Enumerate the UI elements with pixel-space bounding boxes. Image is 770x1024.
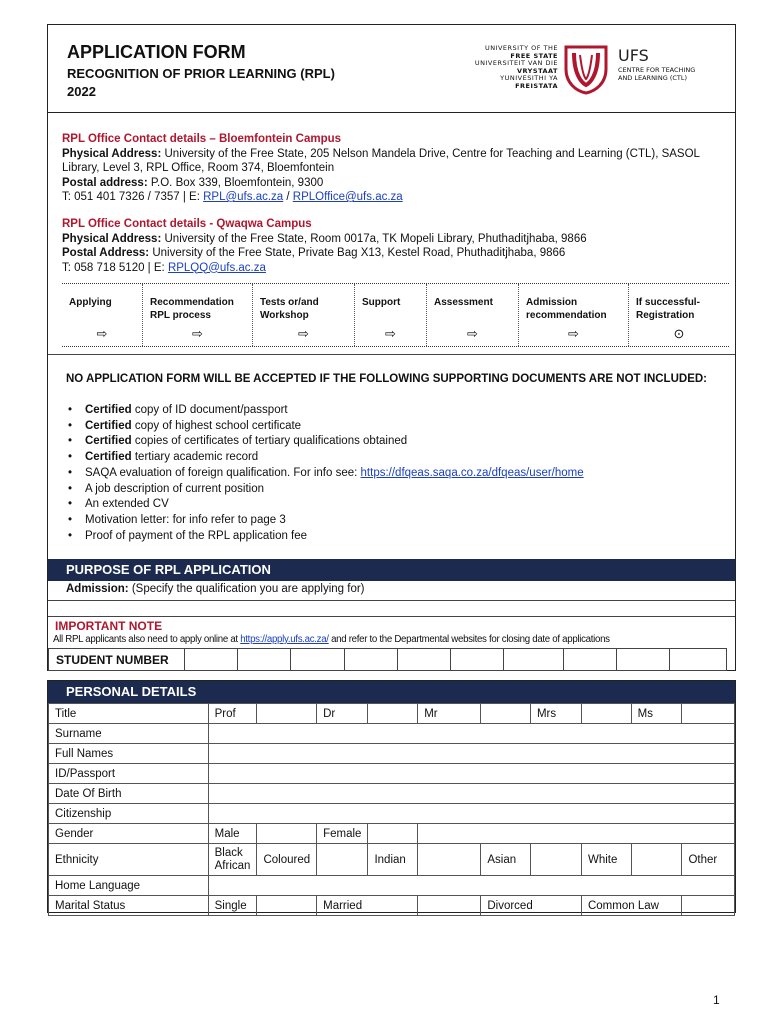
list-item: • Motivation letter: for info refer to page 3 <box>66 513 716 529</box>
ufs-wordmark: UFS <box>618 46 649 65</box>
list-item: • Certified tertiary academic record <box>66 450 716 466</box>
title-option-mrs: Mrs <box>530 704 581 724</box>
form-subtitle: RECOGNITION OF PRIOR LEARNING (RPL) <box>67 66 335 81</box>
application-form-frame <box>47 24 736 671</box>
arrow-right-icon: ⇨ <box>467 326 478 341</box>
table-row <box>49 824 735 844</box>
marital-checkbox-married[interactable] <box>418 896 481 916</box>
id-passport-field[interactable] <box>208 764 734 784</box>
bloemfontein-heading: RPL Office Contact details – Bloemfontein Campus <box>62 133 342 145</box>
qwaqwa-postal-address: Postal Address: University of the Free State, Private Bag X13, Kestel Road, Phuthaditjhaba, 9866 <box>62 247 566 259</box>
student-number-label: STUDENT NUMBER <box>49 649 185 671</box>
table-row <box>49 724 735 744</box>
purpose-section-header: PURPOSE OF RPL APPLICATION <box>48 559 735 581</box>
table-row <box>49 896 735 916</box>
full-names-label: Full Names <box>49 744 209 764</box>
email-link-rpl[interactable]: RPL@ufs.ac.za <box>203 191 284 203</box>
personal-details-header: PERSONAL DETAILS <box>48 681 735 703</box>
personal-details-table <box>48 703 735 916</box>
ethnicity-option-black-african: Black African <box>208 844 257 876</box>
title-option-mr: Mr <box>418 704 481 724</box>
student-number-digit[interactable] <box>398 649 451 671</box>
step-recommendation: Recommendation RPL process ⇨ <box>142 284 252 346</box>
gender-option-male: Male <box>208 824 257 844</box>
marital-option-divorced: Divorced <box>481 896 582 916</box>
qwaqwa-phone-email: T: 058 718 5120 | E: RPLQQ@ufs.ac.za <box>62 261 266 274</box>
arrow-right-icon: ⇨ <box>385 326 396 341</box>
divider <box>48 354 735 355</box>
table-row <box>49 804 735 824</box>
target-icon: ⊙ <box>673 326 685 341</box>
title-label: Title <box>49 704 209 724</box>
step-admission-recommendation: Admission recommendation ⇨ <box>518 284 628 346</box>
list-item: • A job description of current position <box>66 482 716 498</box>
ethnicity-option-white: White <box>581 844 631 876</box>
citizenship-field[interactable] <box>208 804 734 824</box>
step-applying: Applying ⇨ <box>69 297 112 341</box>
form-header <box>48 25 735 113</box>
student-number-digit[interactable] <box>504 649 564 671</box>
bloemfontein-contact <box>62 132 702 205</box>
ethnicity-checkbox-asian[interactable] <box>530 844 581 876</box>
list-item: • Certified copy of ID document/passport <box>66 403 716 419</box>
important-note-text: All RPL applicants also need to apply online at https://apply.ufs.ac.za/ and refer to the Departmental websites for closing date of applications <box>53 634 610 645</box>
id-passport-label: ID/Passport <box>49 764 209 784</box>
table-row <box>49 876 735 896</box>
list-item: • An extended CV <box>66 497 716 513</box>
divider <box>48 600 735 601</box>
marital-checkbox-common-law[interactable] <box>682 896 735 916</box>
table-row <box>49 744 735 764</box>
title-checkbox-dr[interactable] <box>368 704 418 724</box>
list-item: • SAQA evaluation of foreign qualification. For info see: https://dfqeas.saqa.co.za/dfqeas/user/home <box>66 466 716 482</box>
marital-checkbox-single[interactable] <box>257 896 317 916</box>
ethnicity-option-coloured: Coloured <box>257 844 317 876</box>
student-number-table <box>48 648 727 671</box>
gender-label: Gender <box>49 824 209 844</box>
citizenship-label: Citizenship <box>49 804 209 824</box>
bloemfontein-physical-address: Physical Address: University of the Free State, 205 Nelson Mandela Drive, Centre for Teaching and Learning (CTL), SASOL Library, Level 3, RPL Office, Room 374, Bloemfontein <box>62 147 700 174</box>
email-link-rploffice[interactable]: RPLOffice@ufs.ac.za <box>292 191 403 203</box>
ctl-name: CENTRE FOR TEACHING AND LEARNING (CTL) <box>618 66 696 82</box>
qwaqwa-heading: RPL Office Contact details - Qwaqwa Campus <box>62 218 312 230</box>
marital-option-single: Single <box>208 896 257 916</box>
email-link-rplqq[interactable]: RPLQQ@ufs.ac.za <box>167 261 266 274</box>
ethnicity-checkbox-coloured[interactable] <box>317 844 368 876</box>
university-name: UNIVERSITY OF THE FREE STATE UNIVERSITEIT VAN DIE VRYSTAAT YUNIVESITHI YA FREISTATA <box>474 44 558 90</box>
arrow-right-icon: ⇨ <box>298 326 309 341</box>
qwaqwa-contact <box>62 217 702 275</box>
step-registration: If successful- Registration ⊙ <box>628 284 729 346</box>
admission-field-label: Admission: (Specify the qualification you are applying for) <box>66 583 365 595</box>
bloemfontein-phone-email: T: 051 401 7326 / 7357 | E: RPL@ufs.ac.za / RPLOffice@ufs.ac.za <box>62 191 403 203</box>
ethnicity-option-indian: Indian <box>368 844 418 876</box>
full-names-field[interactable] <box>208 744 734 764</box>
ufs-logo-icon <box>560 41 612 95</box>
marital-option-married: Married <box>317 896 418 916</box>
ethnicity-option-asian: Asian <box>481 844 531 876</box>
list-item: • Proof of payment of the RPL application fee <box>66 529 716 545</box>
personal-details-section <box>47 680 736 913</box>
marital-status-label: Marital Status <box>49 896 209 916</box>
title-option-prof: Prof <box>208 704 257 724</box>
supporting-documents-list <box>66 403 716 544</box>
apply-online-link[interactable]: https://apply.ufs.ac.za/ <box>240 634 329 645</box>
title-checkbox-prof[interactable] <box>257 704 317 724</box>
title-checkbox-ms[interactable] <box>682 704 735 724</box>
page-number: 1 <box>713 993 720 1007</box>
marital-option-common-law: Common Law <box>581 896 681 916</box>
date-of-birth-field[interactable] <box>208 784 734 804</box>
arrow-right-icon: ⇨ <box>192 326 203 341</box>
qwaqwa-physical-address: Physical Address: University of the Free State, Room 0017a, TK Mopeli Library, Phuthaditjhaba, 9866 <box>62 232 587 245</box>
step-assessment: Assessment ⇨ <box>426 284 518 346</box>
title-option-dr: Dr <box>317 704 368 724</box>
home-language-label: Home Language <box>49 876 209 896</box>
list-item: • Certified copies of certificates of tertiary qualifications obtained <box>66 434 716 450</box>
step-tests-workshop: Tests or/and Workshop ⇨ <box>252 284 354 346</box>
list-item: • Certified copy of highest school certificate <box>66 419 716 435</box>
gender-blank <box>418 824 735 844</box>
form-year: 2022 <box>67 84 96 99</box>
ethnicity-checkbox-white[interactable] <box>631 844 682 876</box>
bloemfontein-postal-address: Postal address: P.O. Box 339, Bloemfontein, 9300 <box>62 176 324 189</box>
gender-checkbox-male[interactable] <box>257 824 317 844</box>
title-checkbox-mr[interactable] <box>481 704 531 724</box>
title-option-ms: Ms <box>631 704 682 724</box>
surname-label: Surname <box>49 724 209 744</box>
gender-checkbox-female[interactable] <box>368 824 418 844</box>
title-checkbox-mrs[interactable] <box>581 704 631 724</box>
student-number-digit[interactable] <box>451 649 504 671</box>
table-row <box>49 784 735 804</box>
divider <box>48 616 735 617</box>
table-row <box>49 764 735 784</box>
table-row <box>49 844 735 876</box>
student-number-digit[interactable] <box>345 649 398 671</box>
student-number-digit[interactable] <box>238 649 291 671</box>
saqa-link[interactable]: https://dfqeas.saqa.co.za/dfqeas/user/home <box>360 466 584 479</box>
date-of-birth-label: Date Of Birth <box>49 784 209 804</box>
student-number-digit[interactable] <box>564 649 617 671</box>
arrow-right-icon: ⇨ <box>568 326 579 341</box>
gender-option-female: Female <box>317 824 368 844</box>
home-language-field[interactable] <box>208 876 734 896</box>
student-number-digit[interactable] <box>617 649 670 671</box>
step-support: Support ⇨ <box>354 284 426 346</box>
form-title: APPLICATION FORM <box>67 42 246 62</box>
arrow-right-icon: ⇨ <box>96 326 108 341</box>
student-number-digit[interactable] <box>670 649 727 671</box>
ethnicity-checkbox-indian[interactable] <box>418 844 481 876</box>
ethnicity-option-other: Other <box>682 844 735 876</box>
table-row <box>49 704 735 724</box>
student-number-digit[interactable] <box>185 649 238 671</box>
documents-notice: NO APPLICATION FORM WILL BE ACCEPTED IF THE FOLLOWING SUPPORTING DOCUMENTS ARE NOT INCLUDED: <box>66 373 708 385</box>
rpl-process-steps <box>62 283 729 347</box>
student-number-digit[interactable] <box>291 649 345 671</box>
ethnicity-label: Ethnicity <box>49 844 209 876</box>
important-note-heading: IMPORTANT NOTE <box>55 619 163 633</box>
surname-field[interactable] <box>208 724 734 744</box>
